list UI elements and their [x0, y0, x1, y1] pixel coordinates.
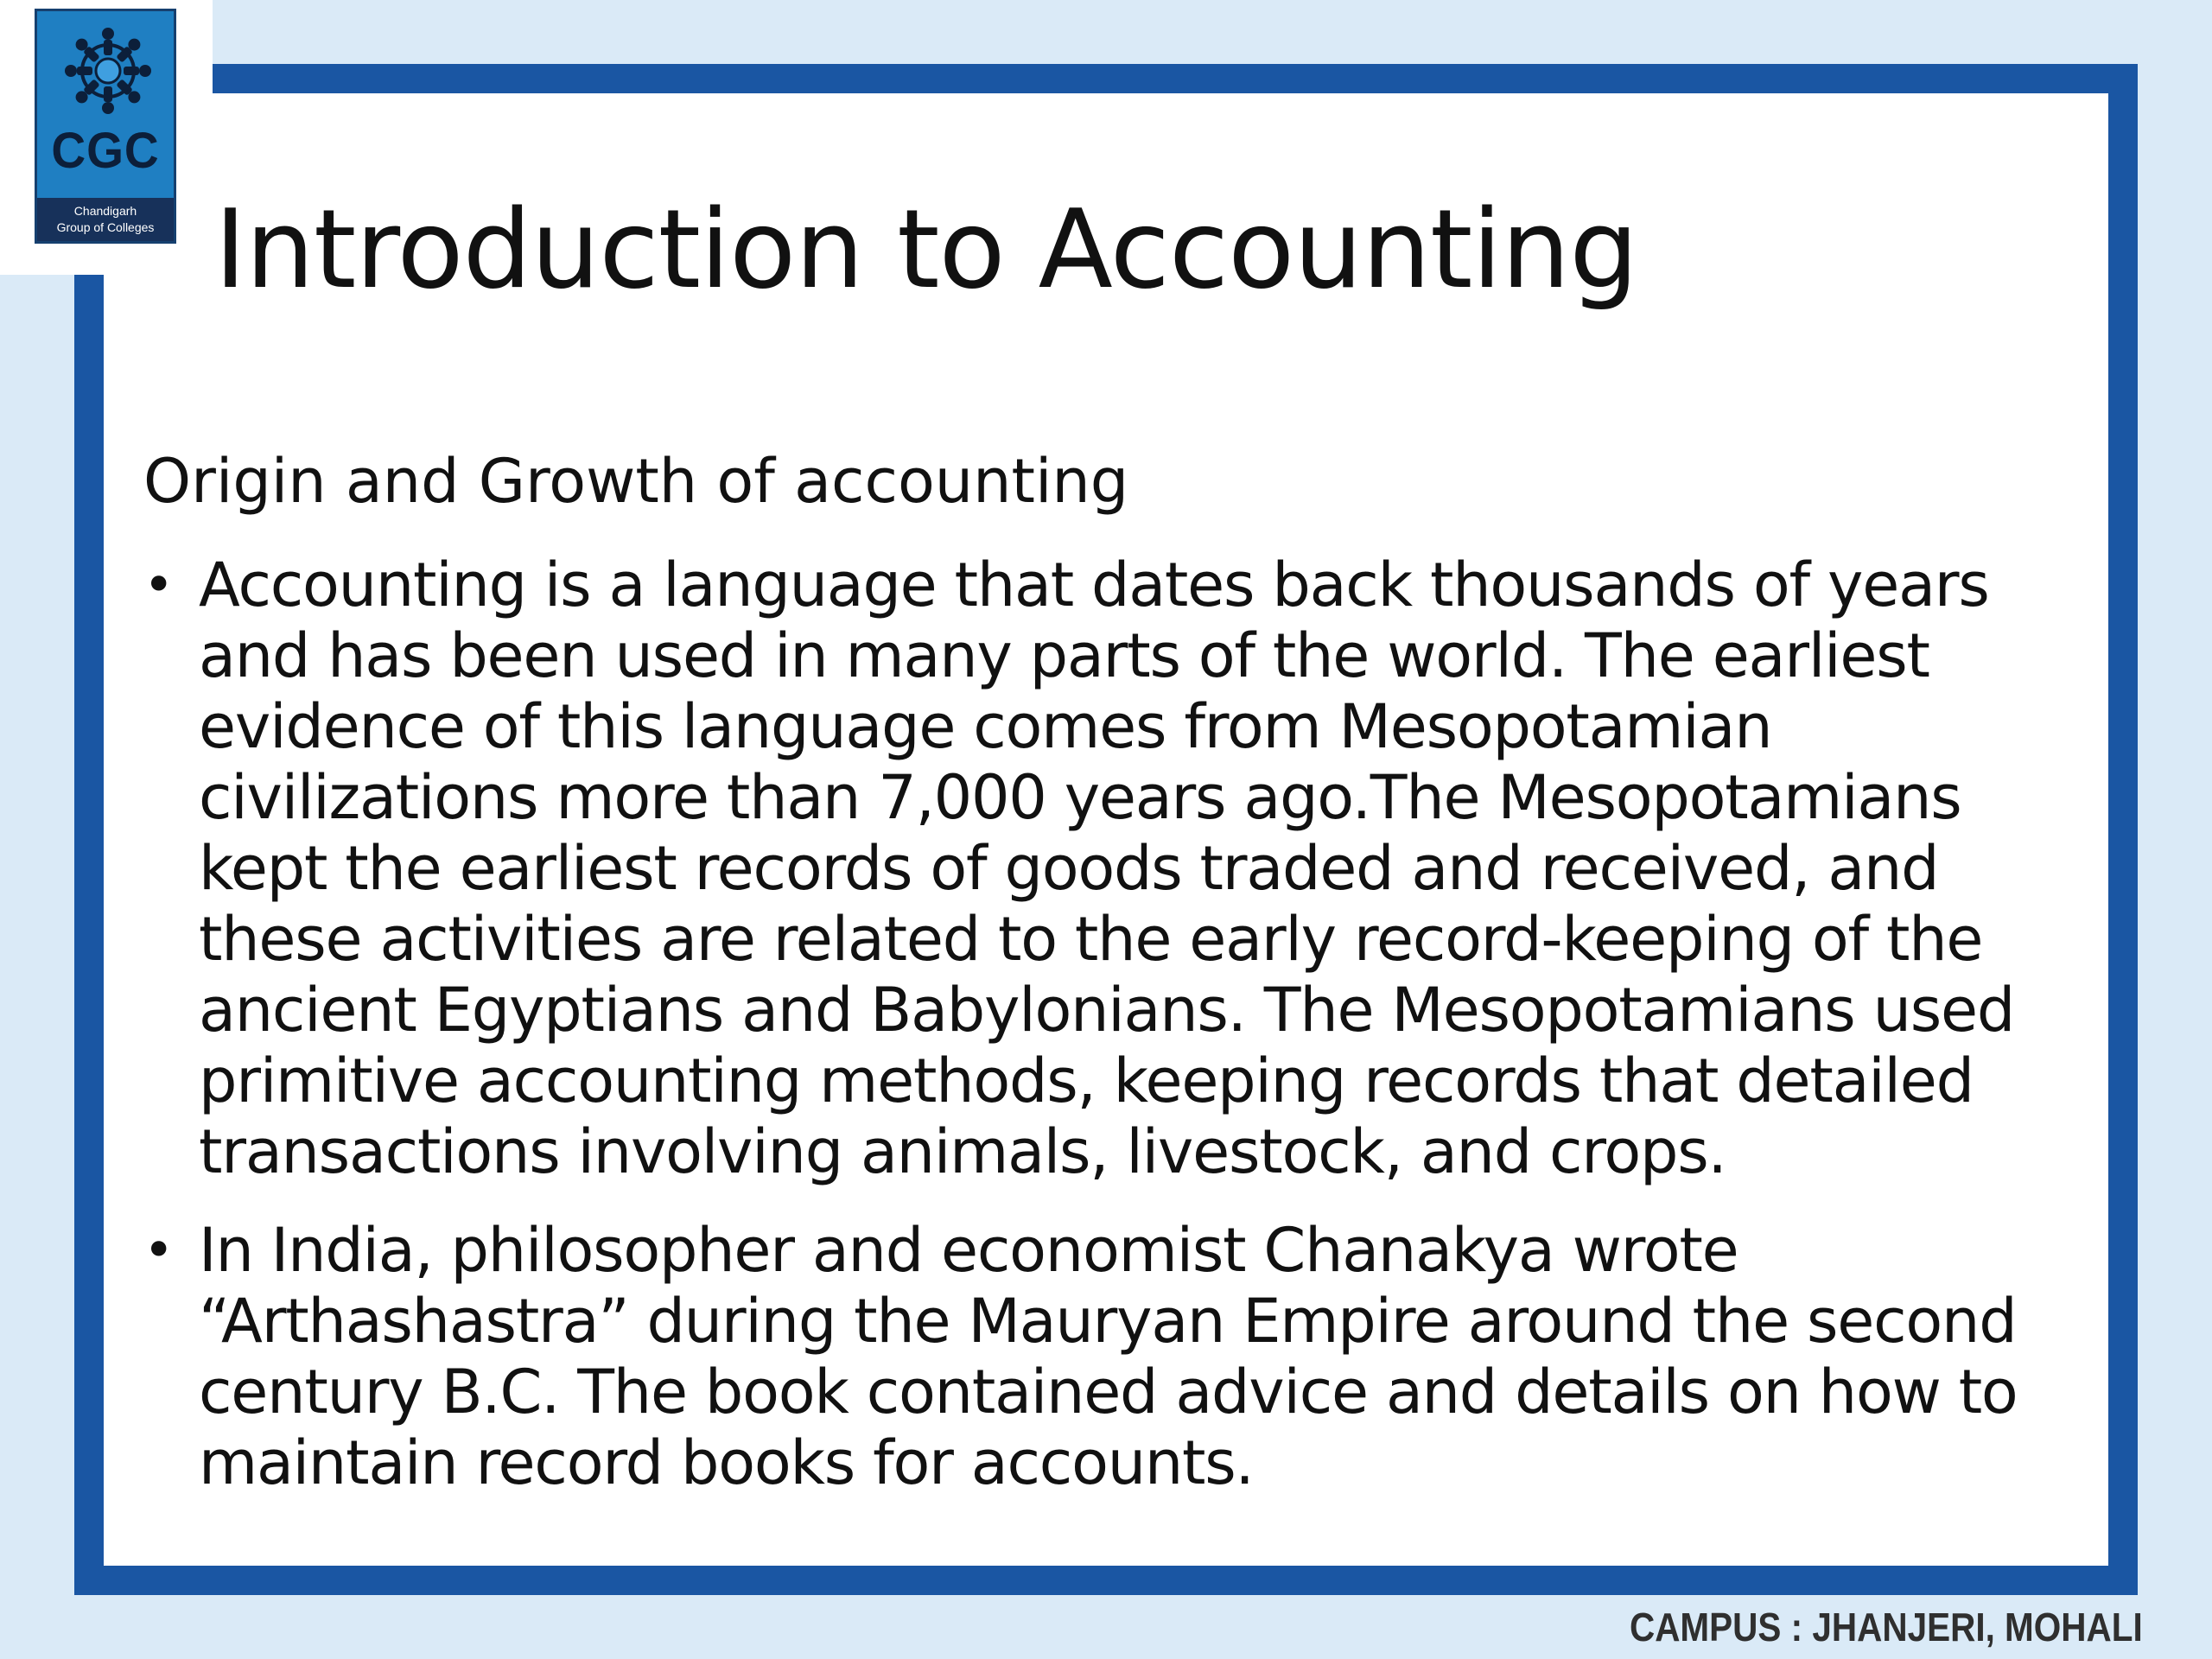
- section-heading: Origin and Growth of accounting: [143, 446, 1129, 517]
- bullet-text: In India, philosopher and economist Chanakya wrote “Arthashastra” during the Mauryan Empire around the second century B.C. The book contained advice and details on how to maintain record books for accounts.: [199, 1215, 2018, 1498]
- bullet-text: Accounting is a language that dates back thousands of years and has been used in many parts of the world. The earliest evidence of this language comes from Mesopotamian civilizations more than 7,000 years ago.The Mesopotamians kept the earliest records of goods traded and received, and these activities are related to the early record-keeping of the ancient Egyptians and Babylonians. The Mesopotamians used primitive accounting methods, keeping records that detailed transactions involving animals, livestock, and crops.: [199, 550, 2015, 1187]
- logo-panel: [0, 0, 213, 275]
- bullet-item: [138, 1215, 2074, 1498]
- logo-mark-text: CGC: [51, 123, 160, 179]
- bullet-list: [138, 550, 2074, 1526]
- logo-caption-line2: Group of Colleges: [56, 220, 155, 234]
- campus-footer: CAMPUS : JHANJERI, MOHALI: [1630, 1605, 2143, 1649]
- people-circle-emblem-icon: [60, 23, 156, 118]
- logo-caption-line1: Chandigarh: [73, 204, 137, 218]
- cgc-logo: [35, 9, 176, 244]
- bullet-dot-icon: •: [143, 1220, 174, 1281]
- bullet-item: [138, 550, 2074, 1187]
- bullet-dot-icon: •: [143, 555, 174, 615]
- slide-title: Introduction to Accounting: [214, 186, 1638, 313]
- logo-caption: [37, 198, 174, 241]
